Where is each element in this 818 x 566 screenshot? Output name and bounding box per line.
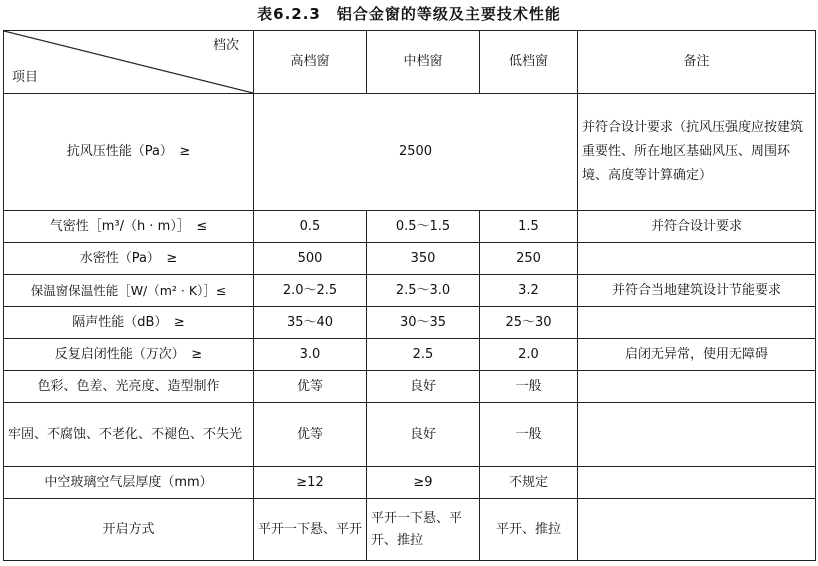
low-grade-header: 低档窗 <box>480 31 578 94</box>
mid-value-cell: 0.5～1.5 <box>367 211 480 243</box>
item-cell: 保温窗保温性能［W/（m² · K）］≤ <box>4 275 254 307</box>
grade-header-label: 档次 <box>212 38 239 53</box>
table-row <box>4 307 816 339</box>
item-cell: 中空玻璃空气层厚度（mm） <box>4 467 254 499</box>
high-value-cell: 优等 <box>254 371 367 403</box>
high-value-cell: 500 <box>254 243 367 275</box>
low-value-cell: 2.0 <box>480 339 578 371</box>
item-cell: 气密性［m³/（h · m）］ ≤ <box>4 211 254 243</box>
item-cell: 水密性（Pa） ≥ <box>4 243 254 275</box>
high-value-cell: 平开一下悬、平开 <box>254 499 367 561</box>
mid-value-cell: 30～35 <box>367 307 480 339</box>
high-grade-header: 高档窗 <box>254 31 367 94</box>
high-value-cell: 2.0～2.5 <box>254 275 367 307</box>
low-value-cell: 25～30 <box>480 307 578 339</box>
merged-value-cell: 2500 <box>254 94 578 211</box>
low-value-cell: 一般 <box>480 403 578 467</box>
table-row <box>4 371 816 403</box>
table-title: 表6.2.3 铝合金窗的等级及主要技术性能 <box>257 5 561 23</box>
table-row <box>4 94 816 211</box>
low-value-cell: 3.2 <box>480 275 578 307</box>
remark-cell <box>578 499 816 561</box>
mid-value-cell: 2.5 <box>367 339 480 371</box>
high-value-cell: 0.5 <box>254 211 367 243</box>
high-value-cell: 3.0 <box>254 339 367 371</box>
mid-value-cell: 2.5～3.0 <box>367 275 480 307</box>
table-row <box>4 211 816 243</box>
table-row <box>4 403 816 467</box>
table-row <box>4 243 816 275</box>
high-value-cell: ≥12 <box>254 467 367 499</box>
performance-table <box>3 30 816 561</box>
low-value-cell: 平开、推拉 <box>480 499 578 561</box>
remark-cell: 并符合设计要求（抗风压强度应按建筑重要性、所在地区基础风压、周围环境、高度等计算确定） <box>578 94 816 211</box>
remark-cell: 并符合当地建筑设计节能要求 <box>578 275 816 307</box>
table-row <box>4 339 816 371</box>
low-value-cell: 250 <box>480 243 578 275</box>
mid-grade-header: 中档窗 <box>367 31 480 94</box>
mid-value-cell: 良好 <box>367 403 480 467</box>
remark-cell: 启闭无异常，使用无障碍 <box>578 339 816 371</box>
high-value-cell: 35～40 <box>254 307 367 339</box>
mid-value-cell: 平开一下悬、平开、推拉 <box>367 499 480 561</box>
low-value-cell: 1.5 <box>480 211 578 243</box>
remark-cell: 并符合设计要求 <box>578 211 816 243</box>
item-cell: 抗风压性能（Pa） ≥ <box>4 94 254 211</box>
table-row <box>4 467 816 499</box>
mid-value-cell: 350 <box>367 243 480 275</box>
item-cell: 色彩、色差、光亮度、造型制作 <box>4 371 254 403</box>
item-cell: 反复启闭性能（万次） ≥ <box>4 339 254 371</box>
remark-cell <box>578 307 816 339</box>
item-cell: 隔声性能（dB） ≥ <box>4 307 254 339</box>
item-cell: 开启方式 <box>4 499 254 561</box>
low-value-cell: 一般 <box>480 371 578 403</box>
item-header-label: 项目 <box>12 70 39 85</box>
mid-value-cell: 良好 <box>367 371 480 403</box>
item-cell: 牢固、不腐蚀、不老化、不褪色、不失光 <box>4 403 254 467</box>
high-value-cell: 优等 <box>254 403 367 467</box>
remark-cell <box>578 371 816 403</box>
remark-cell <box>578 243 816 275</box>
remark-cell <box>578 403 816 467</box>
mid-value-cell: ≥9 <box>367 467 480 499</box>
table-row <box>4 275 816 307</box>
remark-header: 备注 <box>578 31 816 94</box>
low-value-cell: 不规定 <box>480 467 578 499</box>
diagonal-header-cell <box>4 31 254 94</box>
table-header-row <box>4 31 816 94</box>
remark-cell <box>578 467 816 499</box>
table-row <box>4 499 816 561</box>
